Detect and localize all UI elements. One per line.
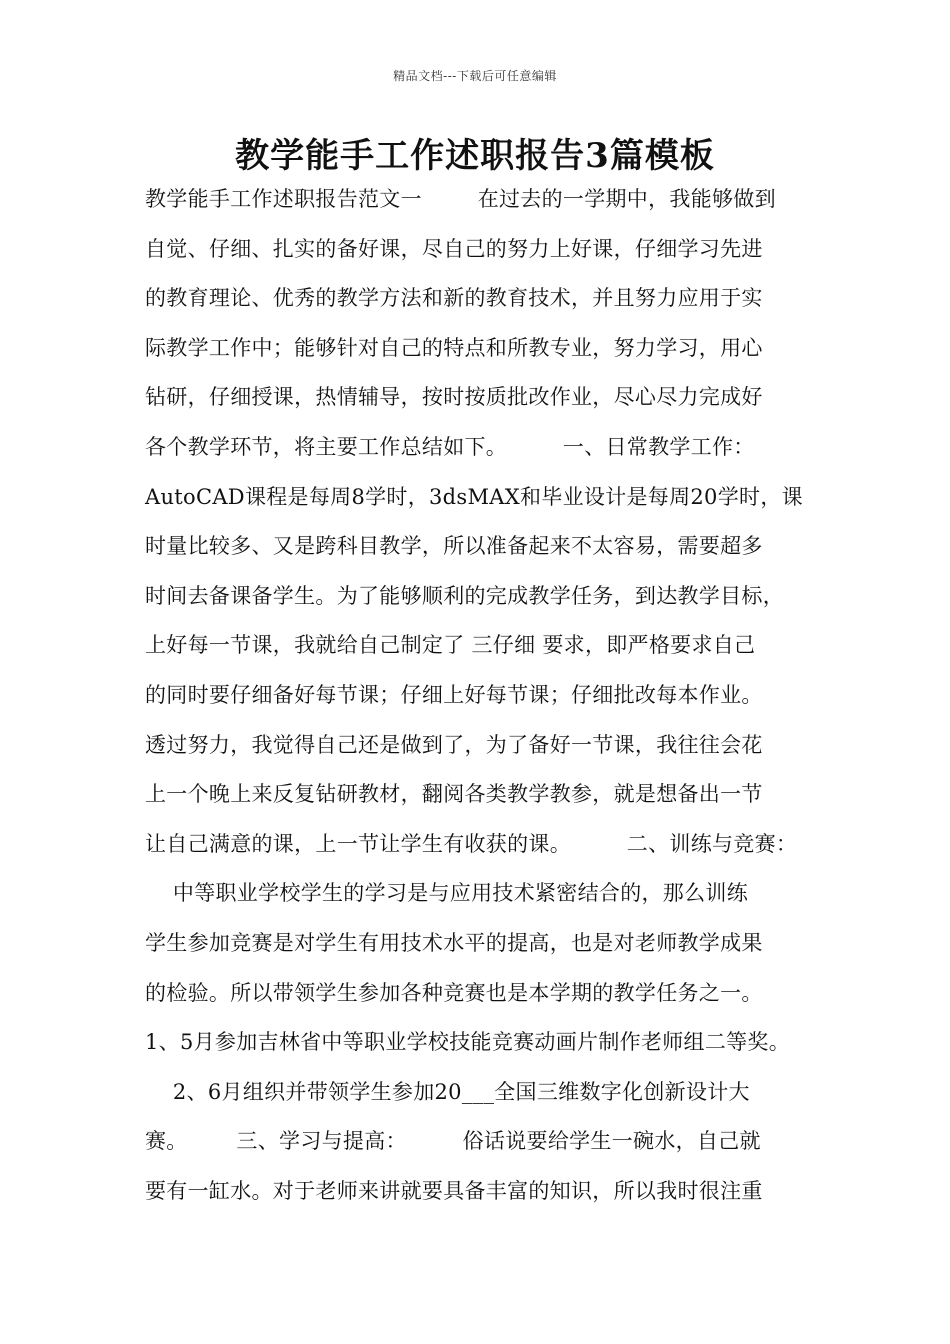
body-line: 的检验。所以带领学生参加各种竞赛也是本学期的教学任务之一。 — [145, 980, 763, 1005]
body-line: 学生参加竞赛是对学生有用技术水平的提高，也是对老师教学成果 — [145, 930, 763, 955]
body-line: 上好每一节课，我就给自己制定了 三仔细 要求，即严格要求自己 — [145, 633, 756, 658]
body-line: 中等职业学校学生的学习是与应用技术紧密结合的，那么训练 — [145, 881, 748, 906]
body-line: 的教育理论、优秀的教学方法和新的教育技术，并且努力应用于实 — [145, 286, 763, 311]
body-line: 各个教学环节，将主要工作总结如下。 一、日常教学工作： — [145, 434, 755, 459]
body-line: 2、6月组织并带领学生参加20___全国三维数字化创新设计大 — [145, 1079, 750, 1104]
body-line: 1、5月参加吉林省中等职业学校技能竞赛动画片制作老师组二等奖。 — [145, 1030, 791, 1055]
body-line: 透过努力，我觉得自己还是做到了，为了备好一节课，我往往会花 — [145, 732, 763, 757]
body-line: 钻研，仔细授课，热情辅导，按时按质批改作业，尽心尽力完成好 — [145, 385, 763, 410]
body-line: 赛。 三、学习与提高： 俗话说要给学生一碗水，自己就 — [145, 1129, 761, 1154]
body-line: 的同时要仔细备好每节课；仔细上好每节课；仔细批改每本作业。 — [145, 682, 763, 707]
header-note: 精品文档---下载后可任意编辑 — [393, 69, 557, 83]
body-line: 时间去备课备学生。为了能够顺利的完成教学任务，到达教学目标， — [145, 583, 784, 608]
body-line: 时量比较多、又是跨科目教学，所以准备起来不太容易，需要超多 — [145, 534, 763, 559]
body-line: 自觉、仔细、扎实的备好课，尽自己的努力上好课，仔细学习先进 — [145, 236, 763, 261]
document-title: 教学能手工作述职报告3篇模板 — [235, 136, 715, 176]
body-line: 际教学工作中；能够针对自己的特点和所教专业，努力学习，用心 — [145, 335, 763, 360]
body-line: 上一个晚上来反复钻研教材，翻阅各类教学教参，就是想备出一节 — [145, 782, 763, 807]
body-line: 让自己满意的课，上一节让学生有收获的课。 二、训练与竞赛： — [145, 831, 798, 856]
body-line: 教学能手工作述职报告范文一 在过去的一学期中，我能够做到 — [145, 187, 776, 211]
body-line: 要有一缸水。对于老师来讲就要具备丰富的知识，所以我时很注重 — [145, 1178, 763, 1203]
document-body — [145, 179, 835, 1220]
body-line: AutoCAD课程是每周8学时，3dsMAX和毕业设计是每周20学时，课 — [145, 484, 803, 509]
